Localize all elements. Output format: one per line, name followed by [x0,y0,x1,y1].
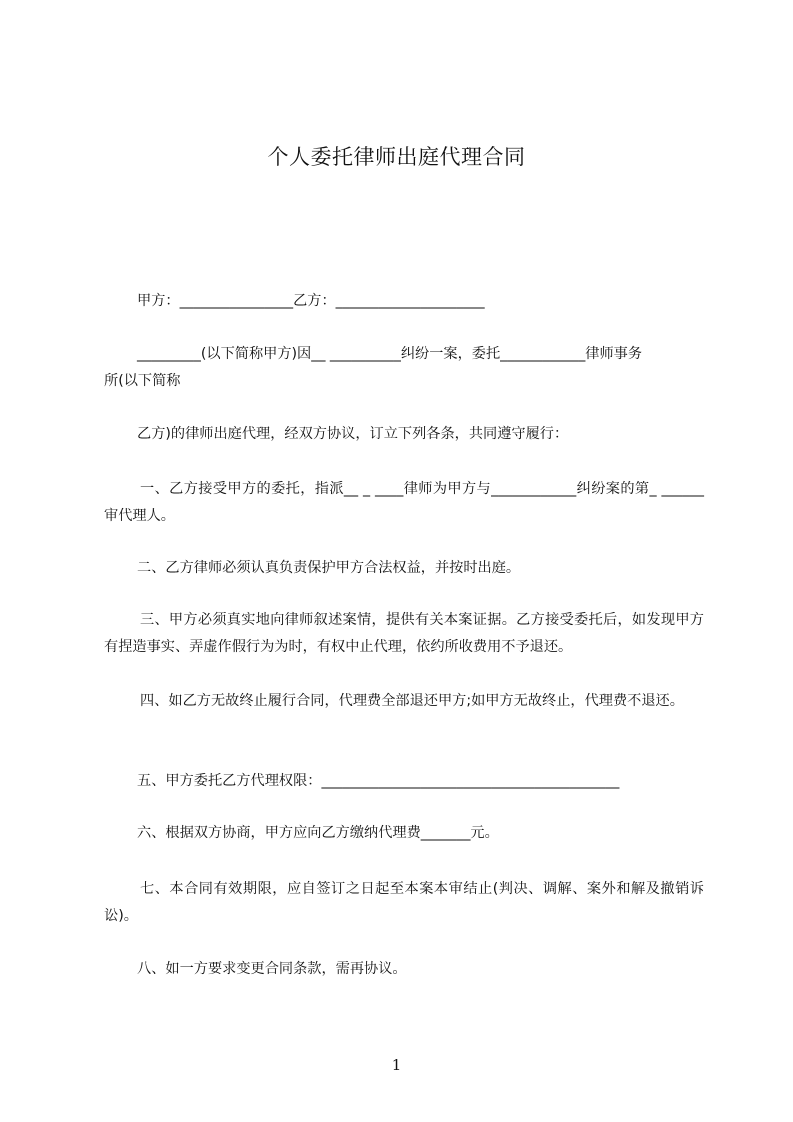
clause-5: 五、甲方委托乙方代理权限：__________________________________________ [137,773,620,789]
intro-line-2: 所(以下简称 [104,373,181,389]
clause-2: 二、乙方律师必须认真负责保护甲方合法权益，并按时出庭。 [137,560,521,576]
intro-line-3: 乙方)的律师出庭代理，经双方协议，订立下列各条，共同遵守履行： [137,426,569,442]
clause-4: 四、如乙方无故终止履行合同，代理费全部退还甲方;如甲方无故终止，代理费不退还。 [140,693,684,709]
clause-7: 七、本合同有效期限，应自签订之日起至本案本审结止(判决、调解、案外和解及撤销诉讼)。 [104,881,704,924]
page-number: 1 [391,1056,402,1074]
document-title: 个人委托律师出庭代理合同 [267,145,526,169]
clause-1: 一、乙方接受甲方的委托，指派__ _ ____律师为甲方与____________纠纷案的第_ ______审代理人。 [104,481,704,524]
clause-3: 三、甲方必须真实地向律师叙述案情，提供有关本案证据。乙方接受委托后，如发现甲方有捏造事实、弄虚作假行为为时，有权中止代理，依约所收费用不予退还。 [104,612,704,655]
parties-line: 甲方：________________乙方：_____________________ [137,293,485,309]
clause-6: 六、根据双方协商，甲方应向乙方缴纳代理费_______元。 [137,825,499,841]
intro-line-1: _________(以下简称甲方)因__ __________纠纷一案，委托____________律师事务 [137,346,643,362]
clause-8: 八、如一方要求变更合同条款，需再协议。 [137,961,407,977]
